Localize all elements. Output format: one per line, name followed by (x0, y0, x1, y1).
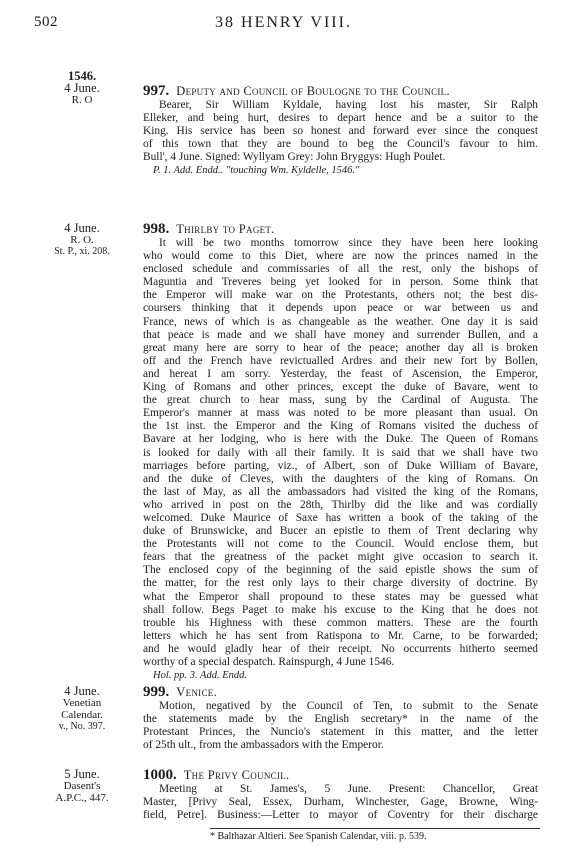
entry-title: Venice. (176, 685, 217, 699)
entry-title: The Privy Council. (183, 768, 290, 782)
body-line: Motion, negatived by the Council of Ten, to submit to the Senate (159, 700, 538, 712)
body-line: Bull', 4 June. Signed: Wyllyam Grey: John Bryggys: Hugh Poulet. (143, 151, 446, 164)
body-line: who arrived in post on the 28th, Thirlby did the like and was cordially (143, 498, 538, 511)
body-line: and he would gladly hear of their receipt. No occurrents hitherto seemed (143, 642, 538, 655)
margin-note-997: 1546. 4 June. R. O (64, 69, 100, 106)
body-line: enclosed schedule and commissaries of all the rest, only the bishops of (143, 263, 538, 276)
entry-998 (143, 222, 538, 682)
entry-997 (143, 84, 538, 177)
margin-note-998: 4 June. R. O. St. P., xi. 208. (54, 221, 110, 257)
page-header (34, 14, 533, 34)
body-line: the 1st inst. the Emperor and the King of Romans visited the duchess of (143, 420, 538, 433)
entry-1000 (143, 768, 538, 822)
body-line: welcomed. Duke Maurice of Saxe has written a book of the taking of the (143, 511, 538, 524)
entry-heading (143, 685, 538, 700)
body-line: what the Emperor shall propound to these states may be guessed what (143, 590, 538, 603)
body-line: Emperor's manner at mass was noted to be more pleasant than usual. On (143, 407, 538, 420)
body-line: the Protestants will not come to the Council. Would enclose them, but (143, 538, 538, 551)
footnote-rule (210, 828, 540, 829)
endorsement-note: P. 1. Add. Endd.. "touching Wm. Kyldelle, 1546." (153, 165, 360, 177)
margin-note-1000: 5 June. Dasent's A.P.C., 447. (55, 767, 109, 804)
entry-heading (143, 768, 538, 783)
body-line: King of Romans and other princes, except the duke of Bavare, went to (143, 381, 538, 394)
body-line: marriages before parting, viz., of Albert, son of Duke William of Bavare, (143, 459, 538, 472)
entry-title: Deputy and Council of Boulogne to the Council. (176, 84, 450, 98)
body-line: Meeting at St. James's, 5 June. Present: Chancellor, Great (159, 783, 538, 795)
body-line: worthy of a special despatch. Rainspurgh, 4 June 1546. (143, 656, 395, 668)
body-line: and the duke of Cleves, with the daughters of the king of Romans. On (143, 472, 538, 485)
body-line: duke of Brunswicke, and Bucer an epistle to them of Trent declaring why (143, 525, 538, 538)
body-line: the statements made by the English secretary* in the name of the (143, 713, 538, 726)
body-line: It will be two months tomorrow since they have been here looking (159, 237, 538, 249)
entry-999 (143, 685, 538, 752)
entry-number: 997. (143, 83, 170, 99)
entry-heading (143, 84, 538, 99)
body-line: trouble his Highness with these common matters. These are the fourth (143, 616, 538, 629)
entry-heading (143, 222, 538, 237)
body-line: and hereat I am sorry. Yesterday, the feast of Ascension, the Emperor, (143, 367, 538, 380)
body-line: fears that the greatness of the packet might give occasion to search it. (143, 551, 538, 564)
body-line: Elleker, and being hurt, desires to depart hence and be a suitor to the (143, 112, 538, 125)
body-line: is looked for daily with all their family. It is said that we shall have two (143, 446, 538, 459)
body-line: the last of May, as all the ambassadors had visited the king of the Romans, (143, 485, 538, 498)
body-line: who would come to this Diet, where are now the princes named in the (143, 250, 538, 263)
body-line: shall follow. Begs Paget to make his excuse to the King that he does not (143, 603, 538, 616)
body-line: field, Petre]. Business:—Letter to mayor of Coventry for their discharge (143, 809, 538, 822)
body-line: Maguntia and Treveres being yet looked for in person. Some think that (143, 276, 538, 289)
body-line: off and the French have revictualled Ardres and their new fort by Bollen, (143, 354, 538, 367)
body-line: The enclosed copy of the beginning of the said epistle shows the sum of (143, 564, 538, 577)
body-line: France, news of which is as changeable as the weather. One day it is said (143, 315, 538, 328)
body-line: of this town that they are bound to beg the Council's favour to him. (143, 138, 538, 151)
entry-number: 1000. (143, 767, 177, 783)
body-line: Protestant Princes, the Nuncio's statement in this matter, and the letter (143, 726, 538, 739)
body-line: Bearer, Sir William Kyldale, having lost his master, Sir Ralph (159, 99, 538, 111)
body-line: the matter, for the rest only lays to their charge diversity of doctrine. By (143, 577, 538, 590)
body-line: coursers thinking that it depends upon peace or war between us and (143, 302, 538, 315)
body-line: of 25th ult., from the ambassadors with the Emperor. (143, 739, 384, 752)
page-number: 502 (34, 14, 58, 30)
entry-number: 999. (143, 684, 170, 700)
body-line: Bavare at her lodging, who is here with the Duke. The Queen of Romans (143, 433, 538, 446)
entry-number: 998. (143, 221, 170, 237)
margin-note-999: 4 June. Venetian Calendar. v., No. 397. (58, 684, 106, 732)
entry-title: Thirlby to Paget. (176, 222, 275, 236)
body-line: letters which he has sent from Ratispona to Mr. Carne, to be forwarded; (143, 629, 538, 642)
endorsement-note: Hol. pp. 3. Add. Endd. (153, 670, 248, 682)
body-line: great many here are sorry to hear of the peace; another day all is broken (143, 341, 538, 354)
body-line: Master, [Privy Seal, Essex, Durham, Winchester, Gage, Browne, Wing- (143, 796, 538, 809)
body-line: King. His service has been so honest and forward ever since the conquest (143, 125, 538, 138)
body-line: the great church to hear mass, sung by the Cardinal of Augusta. The (143, 394, 538, 407)
body-line: the Emperor will make war on the Protestants, others not; the best dis- (143, 289, 538, 302)
body-line: that peace is made and we shall have money and surrender Bullen, and a (143, 328, 538, 341)
footnote: * Balthazar Altieri. See Spanish Calendar, viii. p. 539. (210, 831, 427, 842)
running-title: 38 HENRY VIII. (215, 14, 352, 31)
